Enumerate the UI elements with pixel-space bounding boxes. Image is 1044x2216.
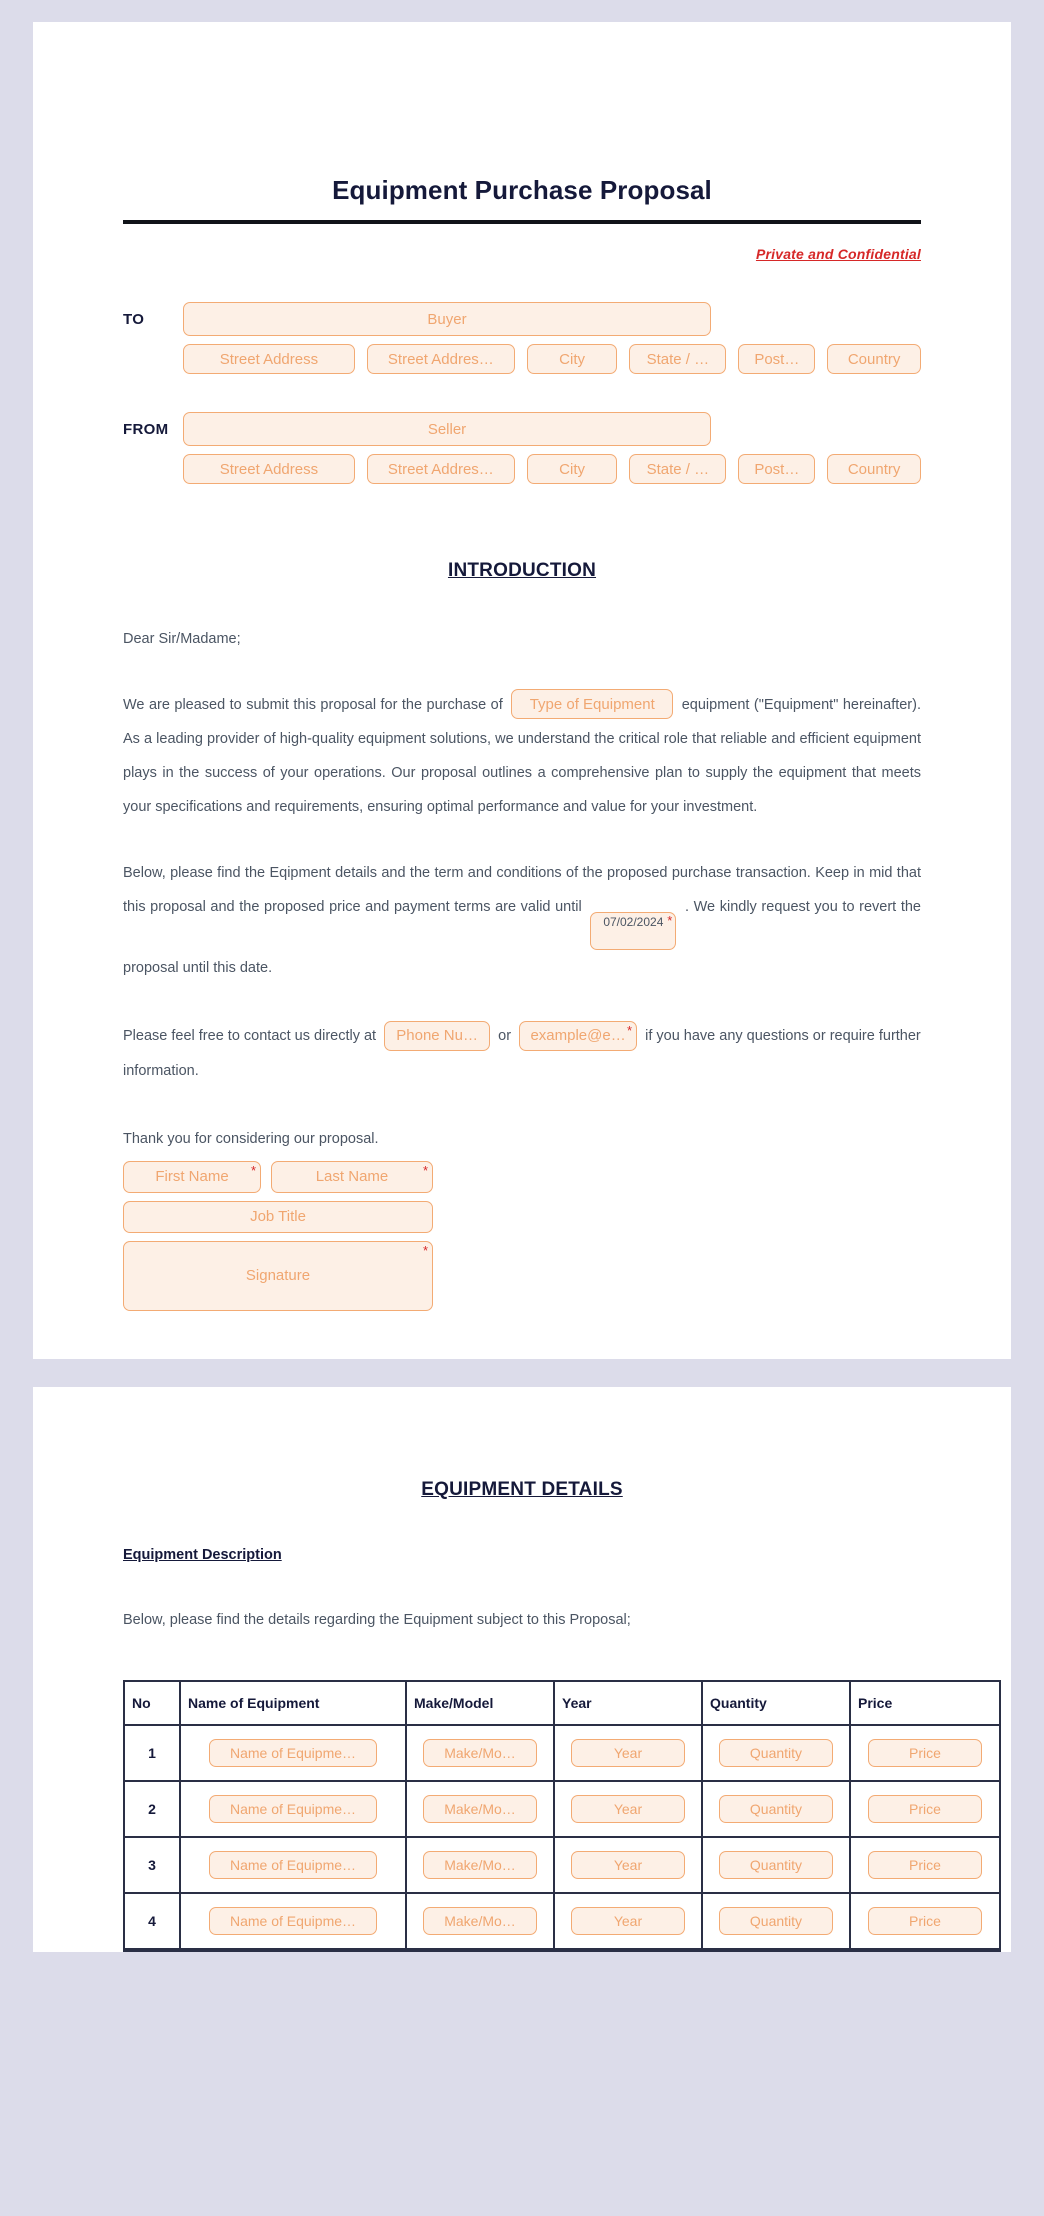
last-name-input[interactable] xyxy=(271,1161,433,1193)
required-asterisk-icon: * xyxy=(422,1162,428,1178)
row-number: 4 xyxy=(125,1894,181,1950)
signature-block xyxy=(123,1161,921,1311)
row-quantity-cell xyxy=(703,1782,851,1838)
equipment-details-heading: EQUIPMENT DETAILS xyxy=(421,1478,623,1500)
from-address-line xyxy=(183,454,921,484)
document-page-1 xyxy=(33,22,1011,1359)
row-quantity-cell xyxy=(703,1726,851,1782)
row-price-cell xyxy=(851,1726,999,1782)
to-country-input[interactable]: Country xyxy=(827,344,921,374)
to-company-field-wrap xyxy=(183,302,921,336)
row-year-cell xyxy=(555,1782,703,1838)
intro-p1-before: We are pleased to submit this proposal for the purchase of xyxy=(123,697,503,714)
equipment-name-input[interactable]: Name of Equipme… xyxy=(209,1739,377,1767)
from-label: FROM xyxy=(123,420,169,438)
from-company-field-wrap xyxy=(183,412,921,446)
make-model-input[interactable]: Make/Mo… xyxy=(423,1739,537,1767)
to-state-input[interactable]: State / … xyxy=(629,344,726,374)
table-row xyxy=(125,1894,999,1950)
row-name-cell xyxy=(181,1894,407,1950)
row-make-cell xyxy=(407,1894,555,1950)
signature-input[interactable] xyxy=(123,1241,433,1311)
equipment-table-head xyxy=(125,1682,999,1726)
page-separator xyxy=(0,1359,1044,1387)
job-title-row xyxy=(123,1201,921,1233)
column-header-price: Price xyxy=(851,1682,999,1726)
row-year-cell xyxy=(555,1894,703,1950)
price-input[interactable]: Price xyxy=(868,1851,982,1879)
row-make-cell xyxy=(407,1782,555,1838)
from-city-input[interactable]: City xyxy=(527,454,617,484)
job-title-input[interactable]: Job Title xyxy=(123,1201,433,1233)
year-input[interactable]: Year xyxy=(571,1795,685,1823)
from-street1-input[interactable]: Street Address xyxy=(183,454,355,484)
required-asterisk-icon: * xyxy=(667,913,673,929)
column-header-no: No xyxy=(125,1682,181,1726)
column-header-name: Name of Equipment xyxy=(181,1682,407,1726)
to-address-block xyxy=(123,302,921,374)
from-company-input[interactable]: Seller xyxy=(183,412,711,446)
from-address-block xyxy=(123,412,921,484)
year-input[interactable]: Year xyxy=(571,1851,685,1879)
quantity-input[interactable]: Quantity xyxy=(719,1851,833,1879)
intro-p1-after: equipment ("Equipment" hereinafter). As a leading provider of high-quality equipment solutions, we understand the critical role that reliable and efficient equipment plays in the success of your operations. Our proposal outlines a comprehensive plan to supply the equipment that meets your specifications and requirements, ensuring optimal performance and value for your investment. xyxy=(123,697,921,816)
row-number: 1 xyxy=(125,1726,181,1782)
intro-p3-middle: or xyxy=(498,1028,512,1045)
to-company-row xyxy=(123,302,921,336)
intro-p2-after: . We kindly request you to revert the proposal until this date. xyxy=(123,899,921,977)
intro-paragraph-2 xyxy=(123,856,921,985)
year-input[interactable]: Year xyxy=(571,1739,685,1767)
row-name-cell xyxy=(181,1726,407,1782)
introduction-heading: INTRODUCTION xyxy=(447,560,597,581)
row-year-cell xyxy=(555,1838,703,1894)
table-row xyxy=(125,1726,999,1782)
year-input[interactable]: Year xyxy=(571,1907,685,1935)
signature-placeholder-text: Signature xyxy=(245,1267,311,1285)
price-input[interactable]: Price xyxy=(868,1739,982,1767)
valid-until-date-input[interactable] xyxy=(590,912,676,950)
row-make-cell xyxy=(407,1838,555,1894)
last-name-placeholder-text: Last Name xyxy=(315,1168,389,1186)
row-number: 2 xyxy=(125,1782,181,1838)
make-model-input[interactable]: Make/Mo… xyxy=(423,1851,537,1879)
quantity-input[interactable]: Quantity xyxy=(719,1907,833,1935)
to-label: TO xyxy=(123,310,145,328)
quantity-input[interactable]: Quantity xyxy=(719,1795,833,1823)
row-price-cell xyxy=(851,1894,999,1950)
equipment-intro-text: Below, please find the details regarding the Equipment subject to this Proposal; xyxy=(123,1611,631,1628)
column-header-year: Year xyxy=(555,1682,703,1726)
row-year-cell xyxy=(555,1726,703,1782)
to-address-line xyxy=(183,344,921,374)
valid-until-date-value: 07/02/2024 xyxy=(603,915,664,930)
confidential-notice: Private and Confidential xyxy=(755,246,921,262)
required-asterisk-icon: * xyxy=(422,1242,428,1258)
to-street1-input[interactable]: Street Address xyxy=(183,344,355,374)
row-name-cell xyxy=(181,1838,407,1894)
price-input[interactable]: Price xyxy=(868,1795,982,1823)
intro-paragraph-1 xyxy=(123,688,921,824)
phone-number-input[interactable]: Phone Nu… xyxy=(384,1021,490,1051)
make-model-input[interactable]: Make/Mo… xyxy=(423,1907,537,1935)
equipment-description-subheading: Equipment Description xyxy=(123,1546,282,1563)
from-state-input[interactable]: State / … xyxy=(629,454,726,484)
table-header-row xyxy=(125,1682,999,1726)
price-input[interactable]: Price xyxy=(868,1907,982,1935)
signature-row xyxy=(123,1241,921,1311)
equipment-name-input[interactable]: Name of Equipme… xyxy=(209,1851,377,1879)
to-city-input[interactable]: City xyxy=(527,344,617,374)
from-postal-input[interactable]: Post… xyxy=(738,454,815,484)
required-asterisk-icon: * xyxy=(627,1022,633,1038)
first-name-placeholder-text: First Name xyxy=(155,1168,229,1186)
make-model-input[interactable]: Make/Mo… xyxy=(423,1795,537,1823)
intro-paragraph-3 xyxy=(123,1019,921,1087)
row-make-cell xyxy=(407,1726,555,1782)
intro-p3-after: if you have any questions or require further information. xyxy=(123,1028,921,1079)
email-placeholder-text: example@e… xyxy=(530,1027,626,1045)
equipment-name-input[interactable]: Name of Equipme… xyxy=(209,1907,377,1935)
intro-p3-before: Please feel free to contact us directly at xyxy=(123,1028,377,1045)
required-asterisk-icon: * xyxy=(250,1162,256,1178)
row-price-cell xyxy=(851,1782,999,1838)
thanks-text: Thank you for considering our proposal. xyxy=(123,1130,379,1147)
quantity-input[interactable]: Quantity xyxy=(719,1739,833,1767)
row-quantity-cell xyxy=(703,1838,851,1894)
row-quantity-cell xyxy=(703,1894,851,1950)
column-header-make: Make/Model xyxy=(407,1682,555,1726)
greeting-text: Dear Sir/Madame; xyxy=(123,631,241,647)
equipment-type-input[interactable]: Type of Equipment xyxy=(511,689,673,719)
to-street2-input[interactable]: Street Addres… xyxy=(367,344,515,374)
row-price-cell xyxy=(851,1838,999,1894)
intro-p2-before: Below, please find the Eqipment details and the term and conditions of the proposed purchase transaction. Keep in mid that this proposal and the proposed price and payment terms are valid until xyxy=(123,865,921,916)
equipment-table-body xyxy=(125,1726,999,1950)
from-company-row xyxy=(123,412,921,446)
equipment-name-input[interactable]: Name of Equipme… xyxy=(209,1795,377,1823)
to-postal-input[interactable]: Post… xyxy=(738,344,815,374)
email-input[interactable] xyxy=(519,1021,637,1051)
table-row xyxy=(125,1782,999,1838)
document-page-2 xyxy=(33,1387,1011,1953)
from-street2-input[interactable]: Street Addres… xyxy=(367,454,515,484)
table-row xyxy=(125,1838,999,1894)
confidential-row xyxy=(123,224,921,264)
name-row xyxy=(123,1161,921,1193)
row-name-cell xyxy=(181,1782,407,1838)
row-number: 3 xyxy=(125,1838,181,1894)
from-country-input[interactable]: Country xyxy=(827,454,921,484)
page-title: Equipment Purchase Proposal xyxy=(332,175,712,205)
column-header-quantity: Quantity xyxy=(703,1682,851,1726)
first-name-input[interactable] xyxy=(123,1161,261,1193)
to-company-input[interactable]: Buyer xyxy=(183,302,711,336)
equipment-table xyxy=(123,1680,1001,1952)
